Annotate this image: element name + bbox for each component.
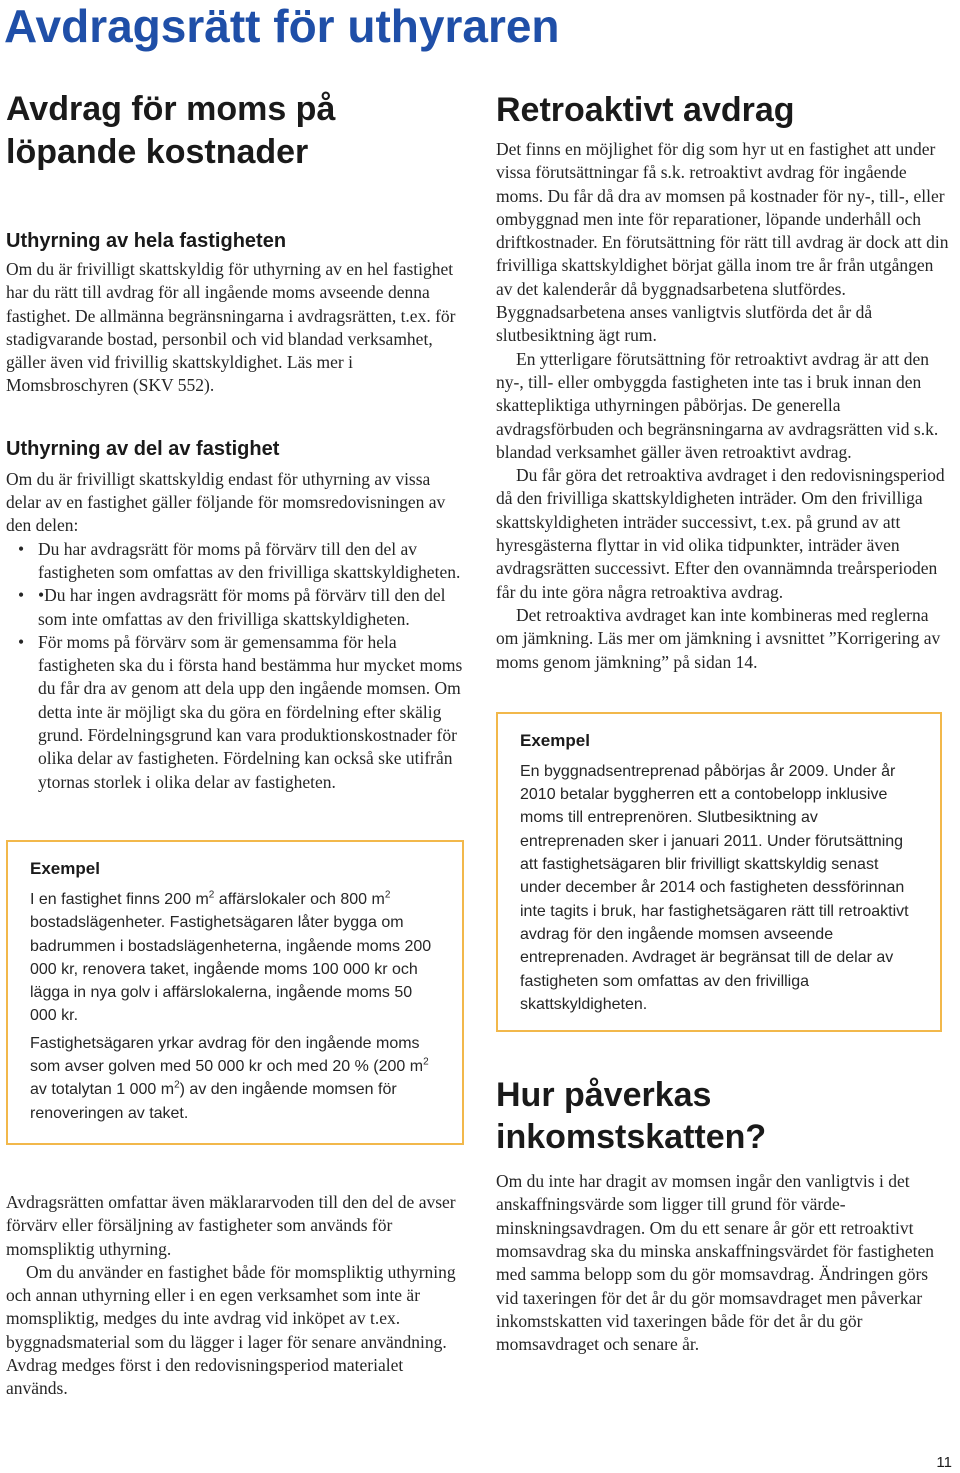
superscript: 2	[384, 889, 391, 901]
heading-deduction-running-costs: Avdrag för moms på löpande kostnader	[6, 90, 336, 171]
right-column	[496, 84, 954, 1356]
page-number: 11	[936, 1454, 952, 1471]
paragraph-mixed-use: Om du använder en fastighet både för momspliktig uthyrning och annan uthyrning eller i en egen verksamhet som inte är momspliktig, medges du inte avdrag vid inköpet av t.ex. byggnadsmaterial som du lägger i lager för senare användning. Avdrag medges först i den redovisningsperiod materialet används.	[6, 1261, 456, 1399]
example-title: Exempel	[30, 858, 100, 878]
superscript: 2	[423, 1056, 429, 1068]
example-text: Fastighetsägaren yrkar avdrag för den ingående moms som avser golven med 50 000 kr och med 20 % (200 m	[30, 1034, 424, 1076]
subheading-part-property: Uthyrning av del av fastighet	[6, 437, 280, 460]
example-text: av totalytan 1 000 m	[30, 1081, 175, 1099]
superscript: 2	[208, 889, 215, 901]
example-text: bostadslägenheter. Fastighetsägaren låter bygga om badrummen i bostadslägenheterna, ingående moms 200 000 kr, renovera taket, ingående moms 100 000 kr och lägga in nya golv i affärslokalerna, ingående moms 50 000 kr.	[30, 914, 432, 1025]
example-box-left	[6, 840, 464, 1145]
example-box-right	[496, 712, 942, 1032]
heading-income-tax: Hur påverkas inkomstskatten?	[496, 1076, 767, 1157]
paragraph-retro-4: Det retroaktiva avdraget kan inte kombineras med reglerna om jämkning. Läs mer om jämkning i avsnittet ”Korrigering av moms genom jämkning” på sidan 14.	[496, 604, 941, 672]
example-title: Exempel	[520, 730, 590, 750]
left-column	[6, 84, 468, 1401]
example-paragraph-1	[30, 888, 440, 1028]
paragraph-retro-2: En ytterligare förutsättning för retroaktivt avdrag är att den ny-, till- eller ombyggda fastigheten inte tas i bruk innan den skattepliktiga uthyrningen påbörjas. De generella avdragsförbuden och begränsningarna av avdragsrätten vid s.k. blandad verksamhet gäller även retroaktivt avdrag.	[496, 348, 939, 462]
paragraph-part-property: Om du är frivilligt skattskyldig endast för uthyrning av vissa delar av en fastighet gäller följande för momsredovisningen av den delen:	[6, 468, 446, 536]
paragraph-retro-3: Du får göra det retroaktiva avdraget i den redovisningsperiod då den frivilliga skattskyldigheten inträder. Om den frivilliga skattskyldigheten inträder successivt, t.ex. på grund av att hyresgästerna flyttar in vid olika tidpunkter, inträder även avdragsrätten successivt. Efter den ovannämnda treårsperioden får du inte göra några retroaktiva avdrag.	[496, 465, 945, 602]
list-item: • Du har avdragsrätt för moms på förvärv till den del av fastigheten som omfattas av den frivilliga skattskyldigheten.	[6, 538, 468, 585]
heading-retroactive-deduction: Retroaktivt avdrag	[496, 91, 795, 129]
list-item: • •Du har ingen avdragsrätt för moms på förvärv till den del som inte omfattas av den frivilliga skattskyldigheten.	[6, 584, 468, 631]
page-title: Avdragsrätt för uthyraren	[4, 0, 560, 52]
bullet-list	[6, 538, 468, 794]
paragraph-income-tax: Om du inte har dragit av momsen ingår den vanligtvis i det anskaffningsvärde som ligger till grund för värdeminskningsavdragen. Om du ett senare år gör ett retroaktivt momsavdrag ska du minska anskaffningsvärdet för fastigheten med samma belopp som du gör momsavdrag. Ändringen görs vid taxeringen för det år du gör momsavdraget men påverkar inkomstskatten vid taxeringen både för det år du gör momsavdraget och senare år.	[496, 1171, 935, 1355]
paragraph-broker-fees: Avdragsrätten omfattar även mäklararvoden till den del de avser förvärv eller försäljning av fastigheter som används för momspliktig uthyrning.	[6, 1191, 456, 1259]
list-item: • För moms på förvärv som är gemensamma för hela fastigheten ska du i första hand bestämma hur mycket moms du får dra av genom att dela upp den ingående momsen. Om detta inte är möjligt ska du göra en fördelning efter skälig grund. Fördelningsgrund kan vara produktionskostnader för olika delar av fastigheten. Fördelning kan också ske utifrån ytornas storlek i olika delar av fastigheten.	[6, 631, 468, 794]
subheading-whole-property: Uthyrning av hela fastigheten	[6, 230, 287, 252]
superscript: 2	[174, 1079, 180, 1091]
example-paragraph: En byggnadsentreprenad påbörjas år 2009. Under år 2010 betalar byggherren ett a contobelopp inklusive moms till entreprenören. Slutbesiktning av entreprenaden sker i januari 2011. Under förutsättning att fastighetsägaren blir frivilligt skattskyldig senast under december år 2014 och fastigheten dessförinnan inte tagits i bruk, har fastighetsägaren rätt till retroaktivt avdrag för den ingående momsen avseende entreprenaden. Avdraget är begränsat till de delar av fastigheten som omfattas av den frivilliga skattskyldigheten.	[520, 762, 909, 1013]
example-text: I en fastighet finns 200 m	[30, 890, 209, 908]
paragraph-whole-property: Om du är frivilligt skattskyldig för uthyrning av en hel fastighet har du rätt till avdrag för all ingående moms avseende denna fastighet. De allmänna begränsningarna i avdragsrätten, t.ex. för stadigvarande bostad, personbil och vid blandad verksamhet, gäller även vid frivillig skattskyldighet. Läs mer i Momsbroschyren (SKV 552).	[6, 259, 456, 396]
paragraph-retro-1: Det finns en möjlighet för dig som hyr ut en fastighet att under vissa förutsättningar få s.k. retroaktivt avdrag för ingående moms. Du får då dra av momsen på kostnader för ny-, till-, eller ombyggnad men inte för reparationer, löpande underhåll och driftkostnader. En förutsättning för rätt till avdrag är dock att din frivilliga skattskyldighet börjat gälla inom tre år från utgången av det kalenderår då byggnadsarbetena slutfördes. Byggnadsarbetena anses vanligtvis slutförda det år då slutbesiktning ägt rum.	[496, 139, 949, 346]
example-paragraph-2	[30, 1032, 440, 1125]
example-text: ) av den ingående momsen för renoveringen av taket.	[30, 1081, 397, 1122]
example-text: affärslokaler och 800 m	[214, 890, 385, 908]
